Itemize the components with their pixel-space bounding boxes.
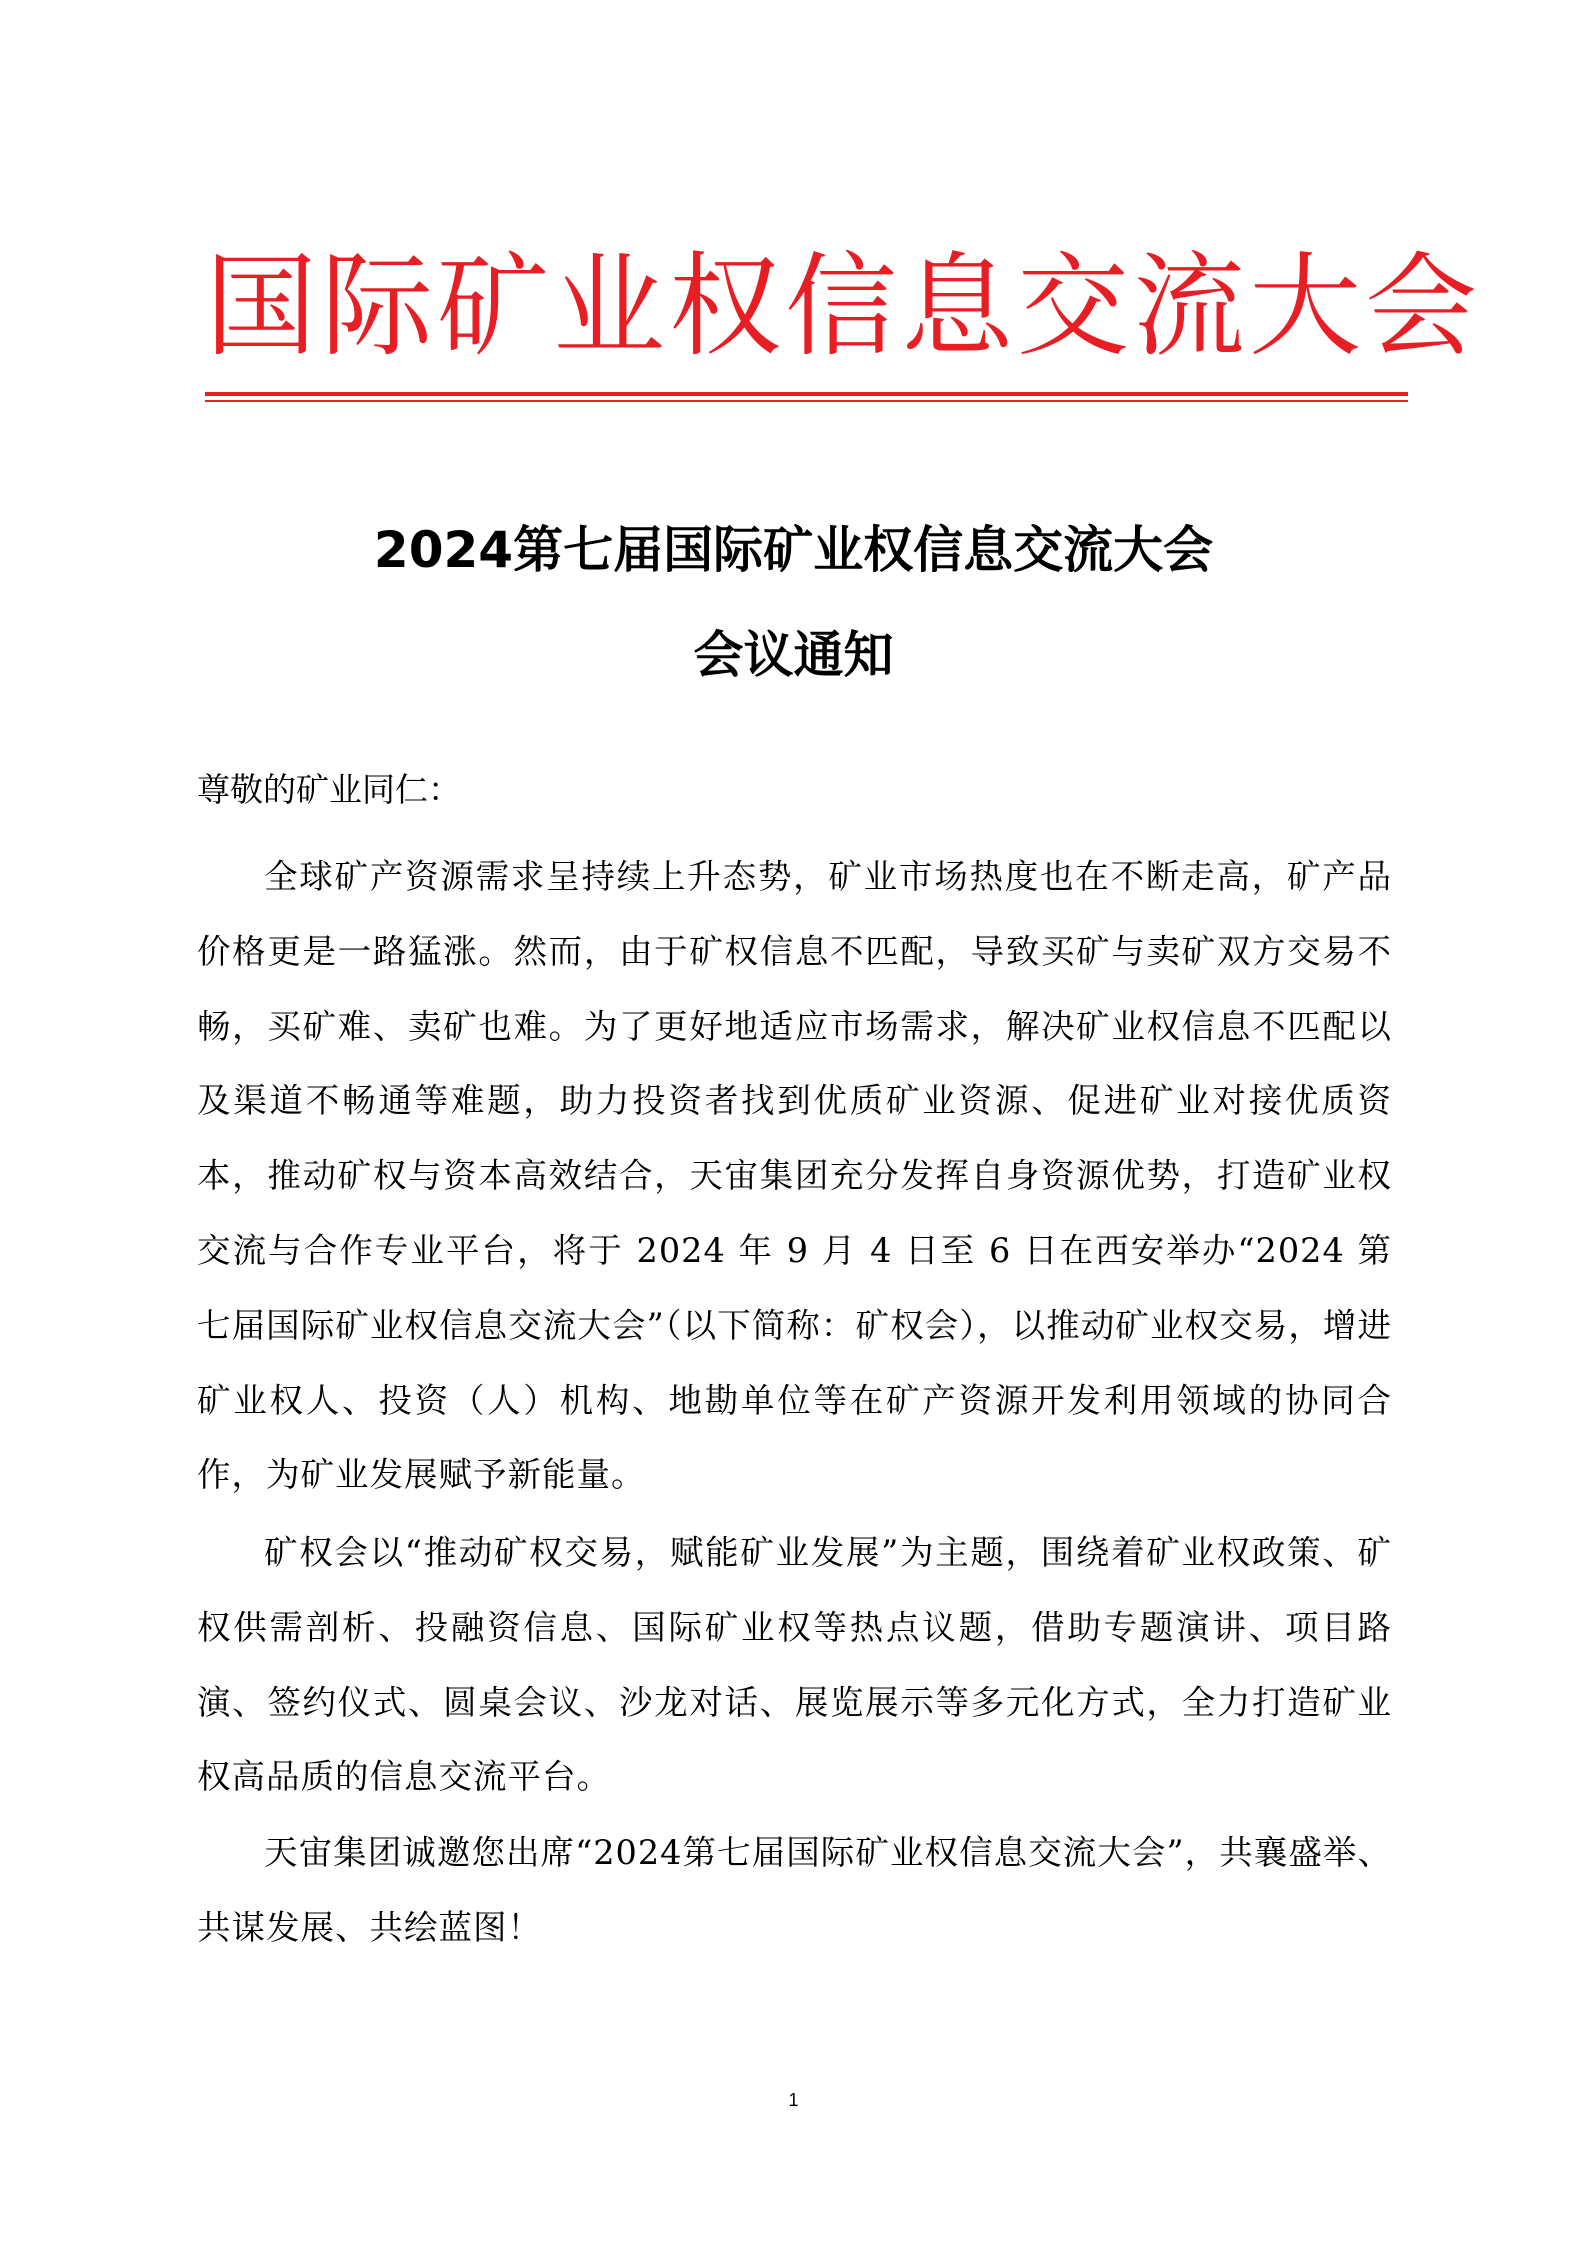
masthead-rule-thin (205, 400, 1408, 402)
masthead-rule-thick (205, 392, 1408, 396)
salutation: 尊敬的矿业同仁： (197, 770, 461, 809)
masthead-title: 国际矿业权信息交流大会 (205, 242, 1481, 372)
paragraph-invitation: 天宙集团诚邀您出席“2024第七届国际矿业权信息交流大会”，共襄盛举、共谋发展、共绘蓝图！ (197, 1833, 1392, 1947)
paragraph-theme: 矿权会以“推动矿权交易，赋能矿业发展”为主题，围绕着矿业权政策、矿权供需剖析、投融资信息、国际矿业权等热点议题，借助专题演讲、项目路演、签约仪式、圆桌会议、沙龙对话、展览展示等多元化方式，全力打造矿业权高品质的信息交流平台。 (197, 1533, 1392, 1797)
document-subtitle: 会议通知 (693, 626, 894, 684)
paragraph-intro: 全球矿产资源需求呈持续上升态势，矿业市场热度也在不断走高，矿产品价格更是一路猛涨。然而，由于矿权信息不匹配，导致买矿与卖矿双方交易不畅，买矿难、卖矿也难。为了更好地适应市场需求，解决矿业权信息不匹配以及渠道不畅通等难题，助力投资者找到优质矿业资源、促进矿业对接优质资本，推动矿权与资本高效结合，天宙集团充分发挥自身资源优势，打造矿业权交流与合作专业平台，将于 2024 年 9 月 4 日至 6 日在西安举办“2024 第七届国际矿业权信息交流大会”（以下简称：矿权会），以推动矿业权交易，增进矿业权人、投资（人）机构、地勘单位等在矿产资源开发利用领域的协同合作，为矿业发展赋予新能量。 (197, 857, 1392, 1495)
document-title: 2024第七届国际矿业权信息交流大会 (373, 521, 1214, 579)
page-number: 1 (788, 2090, 799, 2110)
